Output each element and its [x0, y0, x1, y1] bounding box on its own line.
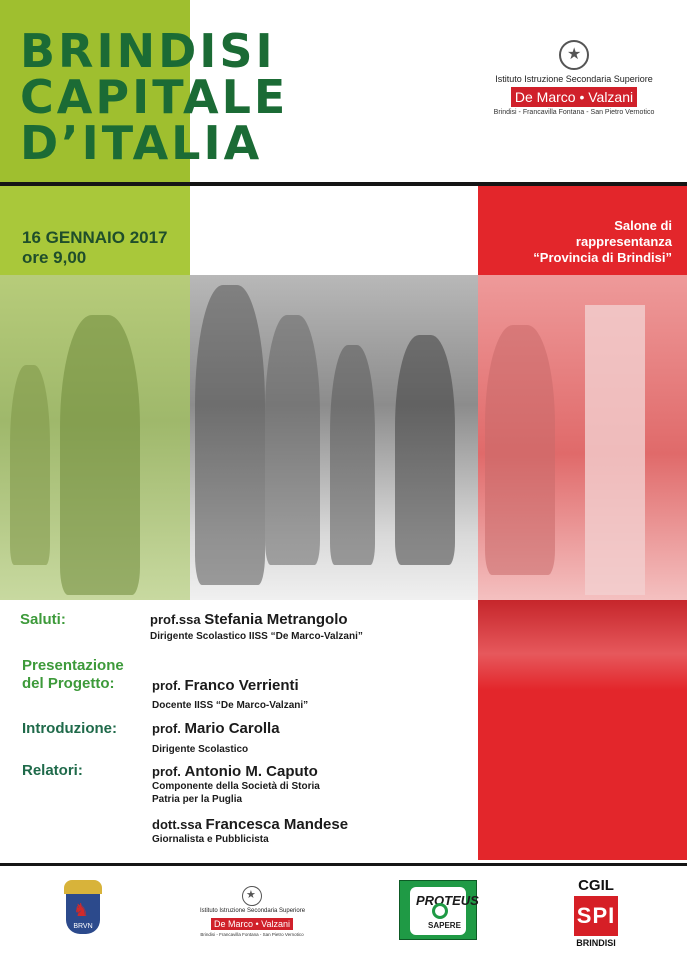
photo-figure: [485, 325, 555, 575]
presentazione-label-line-1: Presentazione: [22, 657, 124, 674]
event-date: 16 GENNAIO 2017: [22, 228, 168, 247]
presentazione-label: [22, 657, 124, 693]
province-crest-logo: [64, 880, 102, 946]
cgil-text: CGIL: [578, 877, 614, 894]
school-locations: Brindisi - Francavilla Fontana - San Pietro Vernotico: [493, 109, 655, 116]
historic-photo: [0, 275, 687, 600]
footer-school-type: Istituto Istruzione Secondaria Superiore: [200, 908, 306, 914]
relatori-label: Relatori:: [22, 762, 83, 779]
proteus-subtitle: SAPERE: [428, 921, 461, 930]
venue-line-3: “Provincia di Brindisi”: [533, 250, 672, 265]
title-line-3: D’ITALIA: [20, 116, 263, 170]
relatore-1-speaker: [152, 763, 318, 780]
photo-monument: [585, 305, 645, 595]
title-line-2: CAPITALE: [20, 70, 289, 124]
event-datetime: [22, 228, 168, 268]
saluti-prefix: prof.ssa: [150, 612, 201, 627]
school-name: De Marco • Valzani: [511, 87, 637, 107]
event-venue: [478, 218, 672, 266]
title-line-1: BRINDISI: [20, 24, 276, 78]
venue-line-2: rappresentanza: [575, 234, 672, 249]
presentazione-label-line-2: del Progetto:: [22, 675, 115, 692]
saluti-role: Dirigente Scolastico IISS “De Marco-Valzani”: [150, 631, 363, 642]
crest-crown-icon: [64, 880, 102, 894]
saluti-speaker: [150, 611, 348, 628]
eye-icon: [432, 903, 448, 919]
relatore-2-speaker: [152, 816, 348, 833]
photo-figure: [395, 335, 455, 565]
presentazione-speaker: [152, 677, 299, 694]
republic-emblem-icon: [559, 40, 589, 70]
proteus-badge: [410, 887, 479, 935]
school-type: Istituto Istruzione Secondaria Superiore: [495, 74, 653, 84]
photo-harbour: [478, 600, 687, 690]
spi-text: SPI: [574, 896, 618, 936]
deer-head-icon: ♞: [73, 900, 90, 920]
introduzione-prefix: prof.: [152, 721, 181, 736]
school-logo-footer: [200, 886, 304, 937]
poster-title: [20, 24, 289, 170]
photo-figure: [10, 365, 50, 565]
footer-school-locations: Brindisi - Francavilla Fontana - San Pietro Vernotico: [200, 932, 304, 937]
footer-divider: [0, 863, 687, 866]
relatore-1-role-line-2: Patria per la Puglia: [152, 794, 243, 805]
photo-figure: [265, 315, 320, 565]
photo-figure: [330, 345, 375, 565]
footer-school-name: De Marco • Valzani: [211, 918, 293, 930]
introduzione-name: Mario Carolla: [184, 720, 280, 737]
presentazione-role: Docente IISS “De Marco-Valzani”: [152, 700, 309, 711]
spi-city-text: BRINDISI: [576, 938, 616, 948]
relatore-2-role: Giornalista e Pubblicista: [152, 834, 269, 845]
photo-figure: [195, 285, 265, 585]
event-time: ore 9,00: [22, 248, 87, 267]
relatore-1-role: [152, 780, 320, 806]
relatore-2-prefix: dott.ssa: [152, 817, 202, 832]
cgil-spi-logo: [572, 878, 620, 948]
introduzione-role: Dirigente Scolastico: [152, 744, 249, 755]
relatore-1-role-line-1: Componente della Società di Storia: [152, 781, 320, 792]
proteus-word: PROTEUS: [416, 893, 479, 908]
republic-emblem-icon: [242, 886, 262, 906]
header-divider: [0, 182, 687, 186]
saluti-label: Saluti:: [20, 611, 66, 628]
introduzione-speaker: [152, 720, 280, 737]
relatore-2-name: Francesca Mandese: [205, 816, 349, 833]
presentazione-name: Franco Verrienti: [184, 677, 299, 694]
crest-shield-icon: [66, 894, 100, 934]
photo-figure: [60, 315, 140, 595]
venue-line-1: Salone di: [614, 218, 672, 233]
saluti-name: Stefania Metrangolo: [204, 611, 348, 628]
relatore-1-name: Antonio M. Caputo: [184, 763, 318, 780]
crest-text: BRVN: [73, 923, 93, 930]
presentazione-prefix: prof.: [152, 678, 181, 693]
introduzione-label: Introduzione:: [22, 720, 117, 737]
proteus-logo: [399, 880, 477, 940]
school-logo-header: [488, 40, 660, 116]
relatore-1-prefix: prof.: [152, 764, 181, 779]
